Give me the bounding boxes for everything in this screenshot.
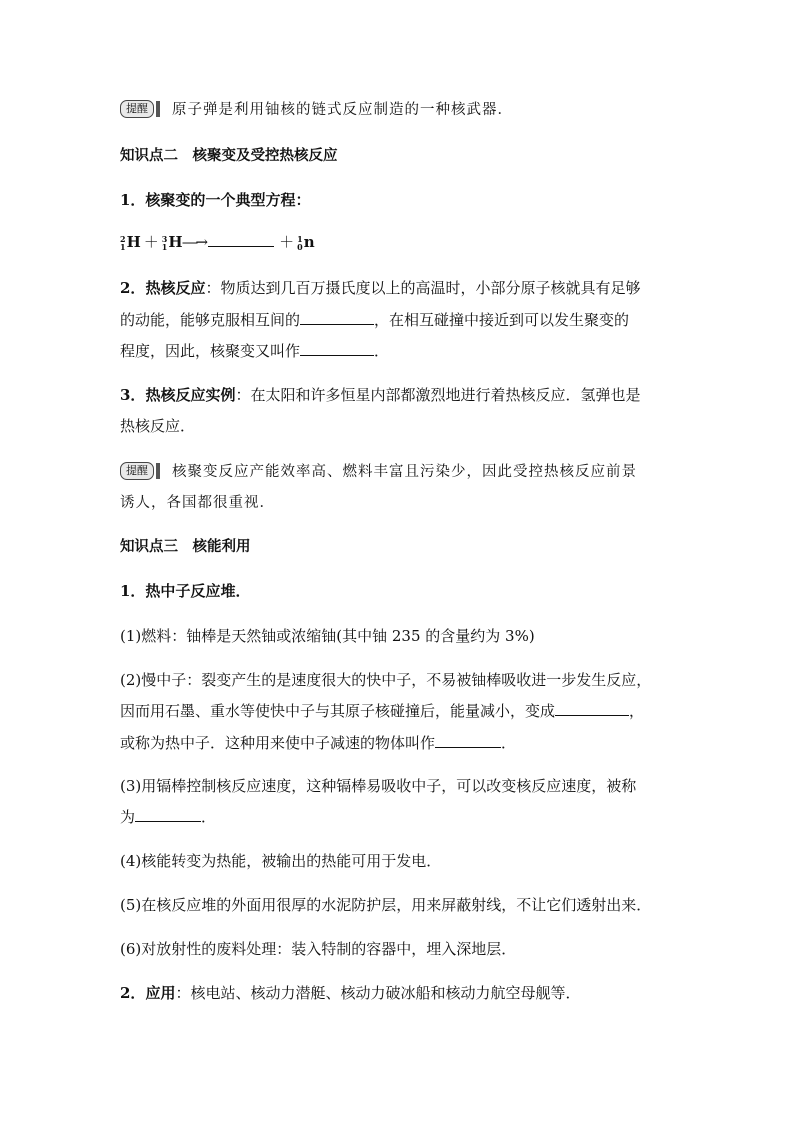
fill-blank — [135, 807, 201, 822]
tip-text: 核聚变反应产能效率高、燃料丰富且污染少，因此受控热核反应前景 — [172, 464, 637, 480]
section3-para-6: (6)对放射性的废料处理：装入特制的容器中，埋入深地层． — [120, 940, 517, 958]
section3-item1-label: 1．热中子反应堆． — [120, 582, 251, 600]
term-label: 应用 — [145, 984, 176, 1002]
fill-blank-product — [208, 232, 274, 247]
section3-para-2-line1: (2)慢中子：裂变产生的是速度很大的快中子，不易被铀棒吸收进一步发生反应， — [120, 671, 652, 689]
section3-item2: 2．应用：核电站、核动力潜艇、核动力破冰船和核动力航空母舰等． — [120, 984, 581, 1002]
nuclide-deuterium: 2 1 H — [120, 233, 141, 252]
section-heading-3: 知识点三 核能利用 — [120, 539, 251, 555]
term-label: 热核反应 — [145, 279, 206, 297]
section3-para-3-line1: (3)用镉棒控制核反应速度，这种镉棒易吸收中子，可以改变核反应速度，被称 — [120, 777, 637, 795]
section3-para-5: (5)在核反应堆的外面用很厚的水泥防护层，用来屏蔽射线，不让它们透射出来． — [120, 896, 652, 914]
section3-para-1: (1)燃料：铀棒是天然铀或浓缩铀(其中铀 235 的含量约为 3%) — [120, 627, 535, 645]
tip-note-1 — [120, 98, 513, 119]
section3-para-2-line2: 因而用石墨、重水等使快中子与其原子核碰撞后，能量减小，变成 ， — [120, 702, 645, 720]
section3-para-2-line3: 或称为热中子．这种用来使中子减速的物体叫作 ． — [120, 734, 517, 752]
section2-item2-line1: 2．热核反应：物质达到几百万摄氏度以上的高温时，小部分原子核就具有足够 — [120, 279, 641, 297]
tip-badge: 提醒 — [120, 100, 154, 118]
fill-blank — [300, 310, 374, 325]
tip-note-2 — [120, 460, 637, 481]
section2-item2-line3: 程度，因此，核聚变又叫作 ． — [120, 342, 390, 360]
fill-blank — [300, 341, 374, 356]
tip-bar-decoration — [156, 463, 160, 479]
fusion-equation — [120, 232, 315, 252]
fill-blank — [435, 733, 501, 748]
tip2-line2: 诱人，各国都很重视． — [120, 495, 275, 511]
section-heading-2: 知识点二 核聚变及受控热核反应 — [120, 148, 338, 164]
nuclide-neutron: 1 0 n — [297, 233, 315, 252]
section2-item3-line1: 3．热核反应实例：在太阳和许多恒星内部都激烈地进行着热核反应．氢弹也是 — [120, 386, 641, 404]
tip-badge: 提醒 — [120, 462, 154, 480]
section2-item1-label: 1．核聚变的一个典型方程： — [120, 191, 311, 209]
plus-sign: ＋ — [279, 233, 295, 251]
tip-bar-decoration — [156, 101, 160, 117]
fill-blank — [555, 701, 629, 716]
section2-item2-line2: 的动能，能够克服相互间的 ，在相互碰撞中接近到可以发生聚变的 — [120, 311, 630, 329]
nuclide-tritium: 3 1 H — [161, 233, 183, 252]
reaction-arrow: ―→ — [182, 233, 207, 251]
term-label: 热核反应实例 — [145, 386, 236, 404]
section3-para-3-line2: 为 ． — [120, 808, 217, 826]
section2-item3-line2: 热核反应． — [120, 417, 196, 435]
plus-sign: ＋ — [143, 233, 159, 251]
section3-para-4: (4)核能转变为热能，被输出的热能可用于发电． — [120, 852, 442, 870]
tip-text: 原子弹是利用铀核的链式反应制造的一种核武器． — [172, 102, 513, 118]
